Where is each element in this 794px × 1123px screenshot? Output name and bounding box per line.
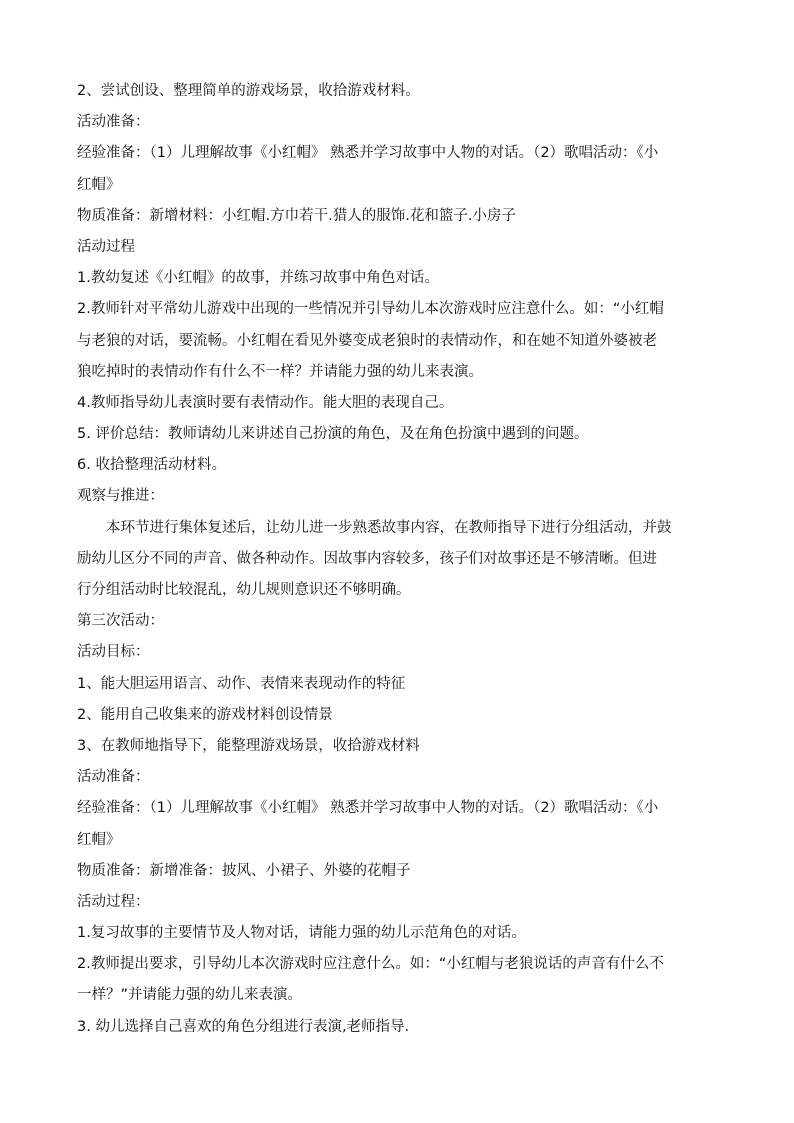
text-line: 一样？”并请能力强的幼儿来表演。 [77, 987, 303, 1004]
text-line: 2、尝试创设、整理简单的游戏场景，收拾游戏材料。 [77, 83, 420, 99]
text-line: 红帽》 [77, 831, 121, 848]
text-line: 物质准备：新增材料：小红帽.方巾若干.猎人的服饰.花和篮子.小房子 [77, 207, 516, 224]
list-item: 1、能大胆运用语言、动作、表情来表现动作的特征 [77, 675, 406, 692]
text-line: 物质准备：新增准备：披风、小裙子、外婆的花帽子 [77, 862, 411, 879]
section-heading: 活动目标： [77, 644, 150, 661]
text-line: 狼吃掉时的表情动作有什么不一样？并请能力强的幼儿来表演。 [77, 363, 483, 380]
section-heading: 活动准备： [77, 769, 150, 786]
text-line: 4.教师指导幼儿表演时要有表情动作。能大胆的表现自己。 [77, 394, 454, 411]
section-heading: 活动准备： [77, 114, 150, 131]
text-line: 6. 收拾整理活动材料。 [77, 457, 226, 474]
text-line: 2.教师提出要求，引导幼儿本次游戏时应注意什么。如：“小红帽与老狼说话的声音有什么不 [77, 956, 664, 973]
section-heading: 活动过程 [77, 238, 135, 255]
text-line: 经验准备：（1）儿理解故事《小红帽》 熟悉并学习故事中人物的对话。（2）歌唱活动：《小 [77, 800, 659, 817]
text-line: 5. 评价总结：教师请幼儿来讲述自己扮演的角色，及在角色扮演中遇到的问题。 [77, 426, 589, 443]
text-line: 1.复习故事的主要情节及人物对话，请能力强的幼儿示范角色的对话。 [77, 925, 526, 942]
section-heading: 第三次活动： [77, 613, 164, 630]
text-line: 1.教幼复述《小红帽》的故事，并练习故事中角色对话。 [77, 270, 439, 287]
text-line: 与老狼的对话，要流畅。小红帽在看见外婆变成老狼时的表情动作，和在她不知道外婆被老 [77, 332, 657, 349]
list-item: 3、在教师地指导下，能整理游戏场景，收拾游戏材料 [77, 737, 420, 754]
text-line: 2.教师针对平常幼儿游戏中出现的一些情况并引导幼儿本次游戏时应注意什么。如：“小红帽 [77, 301, 664, 318]
text-line: 红帽》 [77, 176, 121, 193]
section-heading: 观察与推进： [77, 488, 164, 505]
text-line: 3. 幼儿选择自己喜欢的角色分组进行表演,老师指导. [77, 1018, 410, 1035]
list-item: 2、能用自己收集来的游戏材料创设情景 [77, 706, 333, 723]
section-heading: 活动过程： [77, 893, 150, 910]
document-body [77, 76, 722, 1043]
text-line: 经验准备：（1）儿理解故事《小红帽》 熟悉并学习故事中人物的对话。（2）歌唱活动：《小 [77, 145, 659, 162]
paragraph-line: 励幼儿区分不同的声音、做各种动作。因故事内容较多，孩子们对故事还是不够清晰。但进 [77, 550, 657, 567]
paragraph-line: 本环节进行集体复述后，让幼儿进一步熟悉故事内容，在教师指导下进行分组活动，并鼓 [106, 519, 672, 536]
paragraph-line: 行分组活动时比较混乱，幼儿规则意识还不够明确。 [77, 582, 411, 598]
